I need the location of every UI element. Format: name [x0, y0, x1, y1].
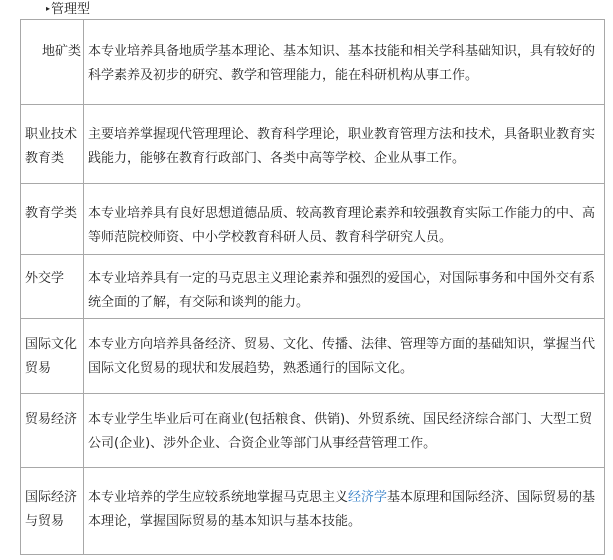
major-desc-cell: [84, 255, 605, 319]
major-description: 本专业培养具有良好思想道德品质、较高教育理论素养和较强教育实际工作能力的中、高等师范院校师资、中小学校教育科研人员、教育科学研究人员。: [88, 206, 596, 245]
major-desc-cell: [84, 468, 605, 555]
major-desc-cell: [84, 184, 605, 255]
major-description: 本专业培养具有一定的马克思主义理论素养和强烈的爱国心，对国际事务和中国外交有系统全面的了解，有交际和谈判的能力。: [88, 271, 596, 310]
major-description: 本专业学生毕业后可在商业(包括粮食、供销)、外贸系统、国民经济综合部门、大型工贸公司(企业)、涉外企业、合资企业等部门从事经营管理工作。: [88, 412, 593, 451]
major-desc-cell: [84, 319, 605, 394]
desc-text-before: 本专业培养的学生应较系统地掌握马克思主义: [88, 490, 349, 505]
triangle-marker-icon: ▸: [46, 4, 51, 13]
major-name-cell: [21, 255, 84, 319]
major-desc-cell: [84, 394, 605, 468]
major-name: 贸易经济: [25, 412, 78, 427]
major-description: 本专业培养具备地质学基本理论、基本知识、基本技能和相关学科基础知识，具有较好的科学素养及初步的研究、教学和管理能力，能在科研机构从事工作。: [88, 44, 596, 83]
major-name: 教育学类: [25, 206, 78, 221]
major-name-cell: [21, 394, 84, 468]
major-desc-cell: [84, 20, 605, 105]
major-name: 国际经济与贸易: [25, 490, 78, 529]
major-description: 本专业方向培养具备经济、贸易、文化、传播、法律、管理等方面的基础知识，掌握当代国际文化贸易的现状和发展趋势，熟悉通行的国际文化。: [88, 337, 596, 376]
desc-text-after: 基本原理和国际经济、国际贸易的基本理论，掌握国际贸易的基本知识与基本技能。: [88, 490, 596, 529]
table-row: [21, 468, 605, 555]
economics-link[interactable]: 经济学: [348, 490, 388, 505]
section-title: 管理型: [51, 2, 91, 17]
table-row: [21, 255, 605, 319]
majors-table: [20, 19, 605, 555]
table-row: [21, 394, 605, 468]
major-name-cell: [21, 468, 84, 555]
major-name: 地矿类: [41, 44, 81, 59]
major-desc-cell: [84, 105, 605, 184]
major-name-cell: [21, 105, 84, 184]
table-row: [21, 184, 605, 255]
section-heading: [46, 0, 90, 18]
major-name-cell: [21, 319, 84, 394]
major-name: 职业技术教育类: [25, 127, 78, 166]
major-name-cell: [21, 20, 84, 105]
major-name: 国际文化贸易: [25, 337, 78, 376]
table-row: [21, 20, 605, 105]
major-name: 外交学: [25, 271, 65, 286]
major-name-cell: [21, 184, 84, 255]
table-row: [21, 105, 605, 184]
major-description: [88, 468, 598, 534]
table-row: [21, 319, 605, 394]
major-description: 主要培养掌握现代管理理论、教育科学理论，职业教育管理方法和技术，具备职业教育实践能力，能够在教育行政部门、各类中高等学校、企业从事工作。: [88, 127, 596, 166]
